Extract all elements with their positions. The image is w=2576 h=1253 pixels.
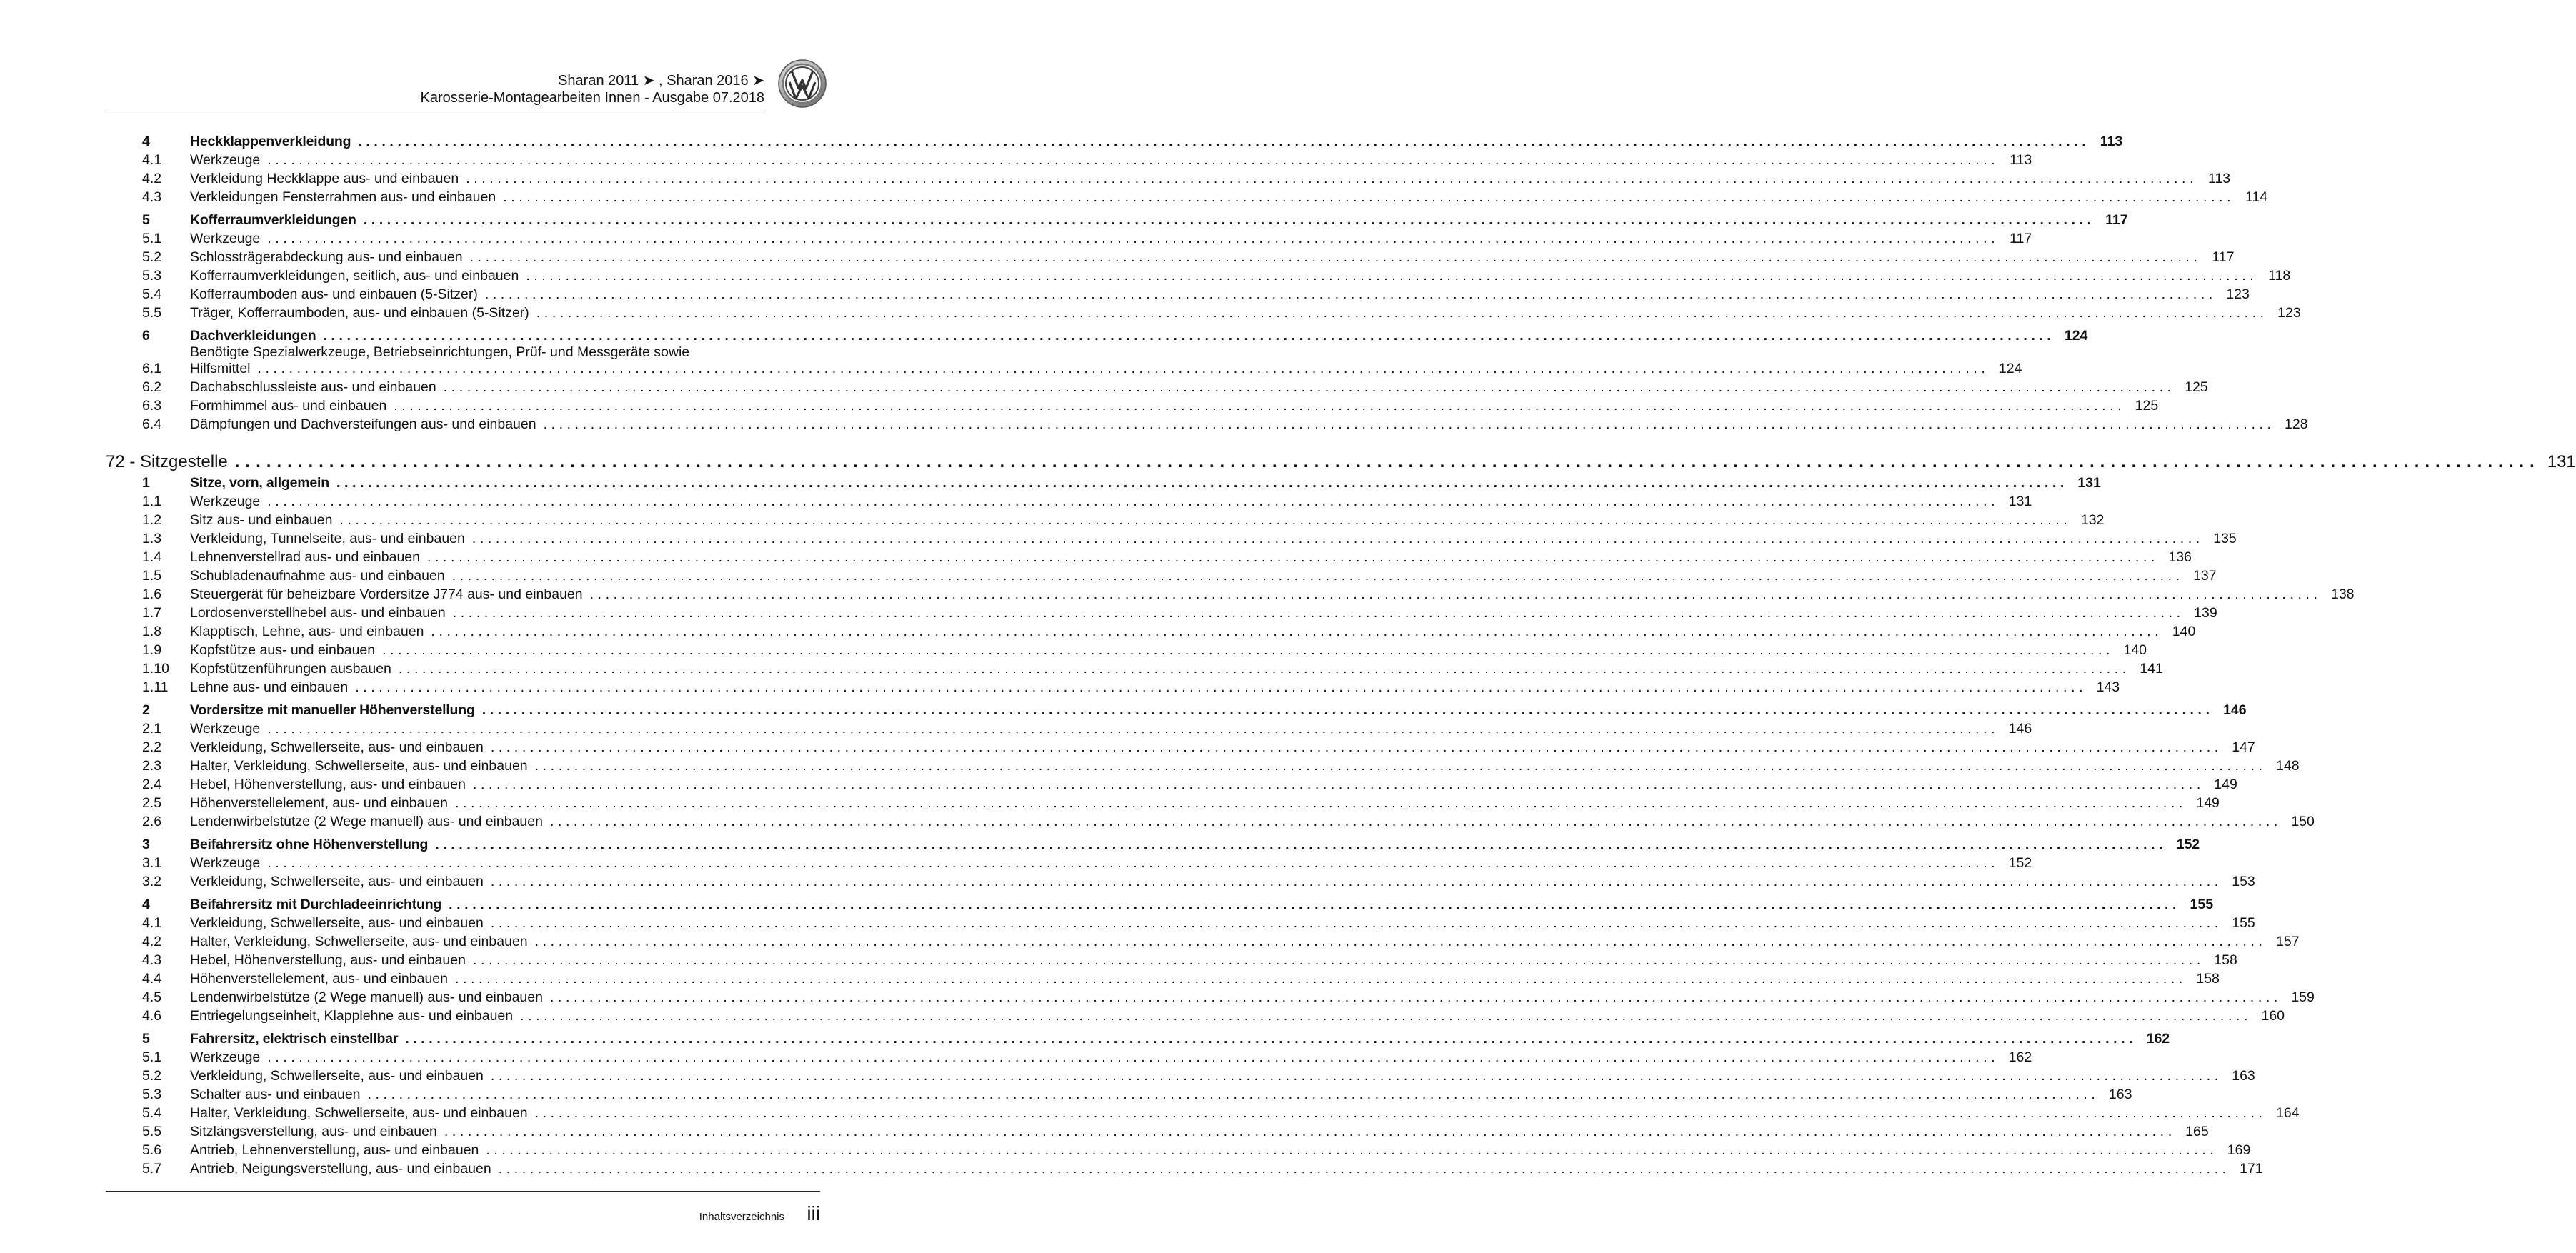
dot-leader: ............................................................................................................................................................................................................................: [466, 171, 2198, 186]
dot-leader: ............................................................................................................................................................................................................................: [455, 971, 2187, 987]
toc-entry-title: Schalter aus- und einbauen: [190, 1087, 368, 1103]
vw-logo-icon: [777, 59, 827, 109]
toc-entry-row[interactable]: [106, 584, 2355, 603]
toc-entry-number: 6.1: [142, 361, 162, 376]
toc-entry-title: Sitze, vorn, allgemein: [190, 475, 336, 491]
toc-entry-number: 5.4: [142, 1105, 162, 1121]
toc-entry-row[interactable]: [106, 1006, 2285, 1024]
toc-section-row[interactable]: [106, 129, 2123, 150]
toc-entry-number: 1: [142, 475, 150, 491]
dot-leader: ............................................................................................................................................................................................................................: [267, 855, 2000, 871]
toc-section-row[interactable]: [106, 892, 2214, 913]
toc-entry-number: 5.6: [142, 1142, 162, 1158]
dot-leader: ............................................................................................................................................................................................................................: [398, 661, 2130, 677]
toc-page-number: 153: [2232, 874, 2255, 889]
toc-page-number: 155: [2232, 915, 2255, 931]
toc-page-number: 118: [2268, 268, 2291, 284]
toc-page-number: 146: [2008, 721, 2032, 737]
toc-entry-row[interactable]: [106, 150, 2032, 169]
toc-entry-number: 5.1: [142, 231, 162, 246]
toc-page-number: 158: [2196, 971, 2220, 987]
dot-leader: ............................................................................................................................................................................................................................: [490, 739, 2222, 755]
toc-page-number: 124: [1998, 361, 2022, 376]
toc-entry-title: Klapptisch, Lehne, aus- und einbauen: [190, 624, 431, 640]
toc-entry-row[interactable]: [106, 169, 2231, 187]
chapter-title: 72 - Sitzgestelle: [106, 454, 235, 470]
toc-entry-number: 4.3: [142, 952, 162, 968]
dot-leader: ............................................................................................................................................................................................................................: [405, 1031, 2137, 1047]
toc-page-number: 157: [2276, 934, 2300, 949]
toc-entry-number: 5.3: [142, 268, 162, 284]
page-footer: [106, 1191, 820, 1234]
toc-entry-title: Lehnenverstellrad aus- und einbauen: [190, 549, 427, 566]
toc-entry-number: 1.10: [142, 661, 169, 677]
dot-leader: ............................................................................................................................................................................................................................: [444, 1124, 2176, 1139]
toc-entry-row[interactable]: [106, 719, 2032, 737]
dot-leader: ............................................................................................................................................................................................................................: [267, 721, 2000, 737]
dot-leader: ............................................................................................................................................................................................................................: [267, 152, 2000, 168]
toc-page-number: 149: [2214, 777, 2237, 792]
header-vehicle-line: Sharan 2011 ➤ , Sharan 2016 ➤: [558, 73, 764, 89]
toc-page-number: 140: [2123, 642, 2147, 658]
toc-entry-number: 5.1: [142, 1049, 162, 1065]
dot-leader: ............................................................................................................................................................................................................................: [358, 134, 2090, 149]
toc-entry-number: 1.6: [142, 586, 162, 602]
toc-entry-number: 4.1: [142, 152, 162, 168]
toc-page-number: 164: [2276, 1105, 2300, 1121]
dot-leader: ............................................................................................................................................................................................................................: [520, 1008, 2252, 1024]
dot-leader: ............................................................................................................................................................................................................................: [267, 494, 2000, 509]
toc-entry-row[interactable]: [106, 1122, 2209, 1140]
dot-leader: ............................................................................................................................................................................................................................: [234, 452, 2540, 471]
toc-page-number: 143: [2096, 679, 2120, 695]
toc-entry-row[interactable]: [106, 737, 2255, 756]
toc-entry-title: Schlossträgerabdeckung aus- und einbauen: [190, 249, 470, 266]
toc-page-number: 146: [2223, 702, 2247, 718]
toc-entry-title: Verkleidung, Schwellerseite, aus- und einbauen: [190, 739, 491, 756]
toc-entry-title: Werkzeuge: [190, 231, 267, 247]
toc-entry-number: 4: [142, 897, 150, 912]
toc-entry-row[interactable]: [106, 396, 2159, 414]
toc-entry-number: 2.6: [142, 814, 162, 829]
toc-entry-title: Kopfstützenführungen ausbauen: [190, 661, 399, 677]
dot-leader: ............................................................................................................................................................................................................................: [363, 212, 2095, 228]
toc-section-row[interactable]: [106, 470, 2101, 491]
toc-page-number: 158: [2214, 952, 2237, 968]
toc-page-number: 113: [2208, 171, 2231, 186]
toc-entry-title: Hebel, Höhenverstellung, aus- und einbauen: [190, 777, 473, 793]
toc-entry-row[interactable]: [106, 932, 2300, 950]
toc-entry-row[interactable]: [106, 1140, 2251, 1159]
toc-entry-row[interactable]: [106, 774, 2237, 793]
footer-rule: [106, 1191, 820, 1192]
toc-entry-number: 5.7: [142, 1161, 162, 1177]
toc-page-number: 171: [2240, 1161, 2263, 1177]
toc-entry-row[interactable]: [106, 284, 2250, 303]
toc-entry-row[interactable]: [106, 913, 2255, 932]
toc-page-number: 139: [2194, 605, 2217, 621]
dot-leader: ............................................................................................................................................................................................................................: [455, 795, 2187, 811]
toc-entry-number: 6.2: [142, 379, 162, 395]
toc-entry-row[interactable]: [106, 793, 2220, 812]
dot-leader: ............................................................................................................................................................................................................................: [469, 249, 2202, 265]
dot-leader: ............................................................................................................................................................................................................................: [367, 1087, 2100, 1102]
toc-entry-number: 5.4: [142, 286, 162, 302]
toc-page-number: 155: [2190, 897, 2214, 912]
toc-page-number: 160: [2261, 1008, 2285, 1024]
dot-leader: ............................................................................................................................................................................................................................: [382, 642, 2115, 658]
toc-entry-title: Werkzeuge: [190, 1049, 267, 1066]
toc-entry-number: 4.5: [142, 989, 162, 1005]
toc-entry-row[interactable]: [106, 756, 2300, 774]
toc-page-number: 140: [2172, 624, 2196, 639]
toc-entry-title: Werkzeuge: [190, 494, 267, 510]
toc-entry-row[interactable]: [106, 303, 2301, 321]
toc-entry-row[interactable]: [106, 266, 2291, 284]
toc-entry-number: 2: [142, 702, 150, 718]
toc-page-number: 141: [2140, 661, 2163, 677]
toc-section-row[interactable]: [106, 697, 2247, 719]
toc-page-number: 123: [2226, 286, 2250, 302]
toc-page-number: 159: [2291, 989, 2315, 1005]
toc-entry-title: Beifahrersitz ohne Höhenverstellung: [190, 837, 435, 853]
toc-entry-number: 2.3: [142, 758, 162, 774]
toc-entry-number: 1.8: [142, 624, 162, 639]
dot-leader: ............................................................................................................................................................................................................................: [472, 777, 2205, 792]
toc-entry-number: 1.1: [142, 494, 162, 509]
toc-entry-title: Vordersitze mit manueller Höhenverstellung: [190, 702, 482, 719]
toc-page-number: 113: [2100, 134, 2123, 149]
toc-entry-row[interactable]: [106, 1047, 2032, 1066]
toc-entry-number: 4.3: [142, 189, 162, 205]
toc-page-number: 163: [2108, 1087, 2132, 1102]
toc-entry-title: Hebel, Höhenverstellung, aus- und einbauen: [190, 952, 473, 969]
toc-entry-number: 2.1: [142, 721, 162, 737]
toc-entry-number: 4.4: [142, 971, 162, 987]
toc-entry-number: 2.5: [142, 795, 162, 811]
toc-entry-row[interactable]: [106, 547, 2192, 566]
toc-entry-number: 4: [142, 134, 150, 149]
toc-entry-title: Formhimmel aus- und einbauen: [190, 398, 394, 414]
toc-entry-title: Fahrersitz, elektrisch einstellbar: [190, 1031, 405, 1047]
toc-entry-row[interactable]: [106, 529, 2237, 547]
toc-entry-number: 6.4: [142, 416, 162, 432]
dot-leader: ............................................................................................................................................................................................................................: [267, 231, 2000, 246]
toc-entry-title: Träger, Kofferraumboden, aus- und einbauen (5-Sitzer): [190, 305, 536, 321]
dot-leader: ............................................................................................................................................................................................................................: [257, 361, 1990, 376]
dot-leader: ............................................................................................................................................................................................................................: [484, 286, 2217, 302]
toc-entry-number: 5: [142, 212, 150, 228]
toc-entry-number: 2.4: [142, 777, 162, 792]
toc-page-number: 162: [2146, 1031, 2170, 1047]
toc-entry-title: Verkleidungen Fensterrahmen aus- und einbauen: [190, 189, 503, 206]
dot-leader: ............................................................................................................................................................................................................................: [355, 679, 2087, 695]
toc-entry-number: 4.2: [142, 934, 162, 949]
dot-leader: ............................................................................................................................................................................................................................: [503, 189, 2235, 205]
page-header: [106, 69, 820, 109]
toc-entry-title: Lehne aus- und einbauen: [190, 679, 355, 696]
footer-label: Inhaltsverzeichnis: [699, 1211, 784, 1223]
toc-entry-title: Kofferraumboden aus- und einbauen (5-Sitzer): [190, 286, 485, 303]
toc-entry-title: Halter, Verkleidung, Schwellerseite, aus- und einbauen: [190, 758, 535, 774]
dot-leader: ............................................................................................................................................................................................................................: [471, 531, 2204, 546]
toc-entry-row[interactable]: [106, 659, 2163, 677]
toc-entry-number: 5: [142, 1031, 150, 1047]
toc-entry-number: 4.6: [142, 1008, 162, 1024]
toc-entry-row[interactable]: [106, 603, 2217, 621]
dot-leader: ............................................................................................................................................................................................................................: [498, 1161, 2230, 1177]
toc-page-number: 117: [2105, 212, 2128, 228]
toc-entry-number: 3: [142, 837, 150, 852]
toc-entry-number: 3.1: [142, 855, 162, 871]
dot-leader: ............................................................................................................................................................................................................................: [534, 758, 2267, 774]
toc-page-number: 131: [2008, 494, 2032, 509]
toc-page-number: 131: [2547, 452, 2576, 471]
toc-entry-row[interactable]: [106, 247, 2235, 266]
toc-entry-title: Halter, Verkleidung, Schwellerseite, aus- und einbauen: [190, 934, 535, 950]
toc-page-number: 149: [2196, 795, 2220, 811]
dot-leader: ............................................................................................................................................................................................................................: [481, 702, 2214, 718]
toc-entry-title: Antrieb, Neigungsverstellung, aus- und einbauen: [190, 1161, 499, 1177]
toc-entry-title: Dachabschlussleiste aus- und einbauen: [190, 379, 444, 396]
toc-entry-number: 5.5: [142, 1124, 162, 1139]
dot-leader: ............................................................................................................................................................................................................................: [449, 897, 2181, 912]
toc-page-number: 131: [2077, 475, 2101, 491]
toc-entry-title: Antrieb, Lehnenverstellung, aus- und einbauen: [190, 1142, 486, 1159]
toc-entry-row[interactable]: [106, 1066, 2255, 1084]
dot-leader: ............................................................................................................................................................................................................................: [534, 934, 2267, 949]
toc-page-number: 114: [2245, 189, 2268, 205]
dot-leader: ............................................................................................................................................................................................................................: [549, 989, 2282, 1005]
toc-page-number: 138: [2330, 586, 2355, 602]
toc-entry-row[interactable]: [106, 987, 2315, 1006]
dot-leader: ............................................................................................................................................................................................................................: [443, 379, 2175, 395]
toc-entry-number: 5.3: [142, 1087, 162, 1102]
toc-entry-title: Werkzeuge: [190, 855, 267, 872]
toc-entry-number: 3.2: [142, 874, 162, 889]
toc-page-number: 135: [2213, 531, 2237, 546]
footer-page-number: iii: [807, 1202, 820, 1224]
dot-leader: ............................................................................................................................................................................................................................: [339, 512, 2072, 528]
toc-page-number: 123: [2277, 305, 2301, 321]
toc-entry-row[interactable]: [106, 491, 2032, 510]
toc-entry-row[interactable]: [106, 950, 2237, 969]
toc-entry-number: 1.2: [142, 512, 162, 528]
toc-entry-title: Halter, Verkleidung, Schwellerseite, aus- und einbauen: [190, 1105, 535, 1122]
toc-section-row[interactable]: [106, 1026, 2170, 1047]
dot-leader: ............................................................................................................................................................................................................................: [490, 874, 2222, 889]
toc-entry-row[interactable]: [106, 229, 2032, 247]
toc-entry-title: Höhenverstellelement, aus- und einbauen: [190, 971, 455, 987]
dot-leader: ............................................................................................................................................................................................................................: [427, 549, 2159, 565]
toc-page-number: 137: [2193, 568, 2217, 584]
toc-entry-title: Dachverkleidungen: [190, 328, 324, 344]
toc-entry-number: 1.7: [142, 605, 162, 621]
toc-entry-number: 1.3: [142, 531, 162, 546]
toc-entry-row[interactable]: [106, 187, 2268, 206]
dot-leader: ............................................................................................................................................................................................................................: [394, 398, 2126, 414]
toc-page-number: 113: [2010, 152, 2032, 168]
toc-entry-title: Lordosenverstellhebel aus- und einbauen: [190, 605, 453, 621]
toc-entry-number: 1.5: [142, 568, 162, 584]
toc-section-row[interactable]: [106, 832, 2200, 853]
toc-page-number: 147: [2232, 739, 2255, 755]
toc-page-number: 125: [2135, 398, 2159, 414]
toc-entry-title: Benötigte Spezialwerkzeuge, Betriebseinrichtungen, Prüf- und Messgeräte sowie: [190, 344, 690, 360]
toc-page-number: 117: [2212, 249, 2235, 265]
toc-entry-title-continued: Hilfsmittel: [190, 361, 258, 377]
toc-page-number: 150: [2291, 814, 2315, 829]
dot-leader: ............................................................................................................................................................................................................................: [486, 1142, 2218, 1158]
toc-entry-number: 1.11: [142, 679, 169, 695]
toc-entry-title: Heckklappenverkleidung: [190, 134, 358, 150]
toc-entry-row[interactable]: [106, 1159, 2263, 1177]
dot-leader: ............................................................................................................................................................................................................................: [526, 268, 2258, 284]
toc-page-number: 132: [2080, 512, 2105, 528]
toc-page-number: 152: [2176, 837, 2200, 852]
dot-leader: ............................................................................................................................................................................................................................: [451, 568, 2184, 584]
toc-entry-number: 4.2: [142, 171, 162, 186]
toc-entry-title: Verkleidung, Schwellerseite, aus- und einbauen: [190, 874, 491, 890]
toc-section-row[interactable]: [106, 323, 2088, 344]
table-of-contents: [106, 129, 2576, 1177]
toc-chapter-row[interactable]: [106, 437, 2576, 471]
toc-entry-title: Dämpfungen und Dachversteifungen aus- und einbauen: [190, 416, 544, 433]
toc-entry-row[interactable]: [106, 853, 2032, 872]
toc-entry-number: 5.2: [142, 249, 162, 265]
toc-entry-row[interactable]: [106, 812, 2315, 830]
toc-page-number: 169: [2227, 1142, 2251, 1158]
toc-entry-title: Sitz aus- und einbauen: [190, 512, 339, 529]
toc-entry-number: 5.5: [142, 305, 162, 321]
toc-entry-title: Kopfstütze aus- und einbauen: [190, 642, 382, 659]
toc-entry-title: Verkleidung, Schwellerseite, aus- und einbauen: [190, 915, 491, 932]
dot-leader: ............................................................................................................................................................................................................................: [452, 605, 2185, 621]
toc-entry-number: 6.3: [142, 398, 162, 414]
toc-page-number: 117: [2010, 231, 2032, 246]
toc-page-number: 163: [2232, 1068, 2255, 1084]
toc-entry-title: Verkleidung, Tunnelseite, aus- und einbauen: [190, 531, 472, 547]
toc-page-number: 124: [2064, 328, 2088, 344]
toc-page-number: 128: [2284, 416, 2308, 432]
dot-leader: ............................................................................................................................................................................................................................: [534, 1105, 2267, 1121]
toc-entry-row[interactable]: [106, 872, 2255, 890]
toc-entry-title: Lendenwirbelstütze (2 Wege manuell) aus- und einbauen: [190, 989, 550, 1006]
dot-leader: ............................................................................................................................................................................................................................: [490, 915, 2222, 931]
toc-entry-row[interactable]: [106, 414, 2308, 433]
toc-entry-number: 5.2: [142, 1068, 162, 1084]
toc-entry-row[interactable]: [106, 377, 2208, 396]
toc-page-number: 136: [2168, 549, 2192, 565]
dot-leader: ............................................................................................................................................................................................................................: [589, 586, 2322, 602]
dot-leader: ............................................................................................................................................................................................................................: [431, 624, 2163, 639]
toc-entry-title: Kofferraumverkleidungen: [190, 212, 364, 229]
dot-leader: ............................................................................................................................................................................................................................: [435, 837, 2167, 852]
toc-entry-number: 1.9: [142, 642, 162, 658]
toc-entry-row[interactable]: [106, 677, 2120, 696]
toc-page-number: 125: [2185, 379, 2208, 395]
toc-section-row[interactable]: [106, 207, 2128, 229]
toc-entry-row[interactable]: [106, 621, 2196, 640]
dot-leader: ............................................................................................................................................................................................................................: [490, 1068, 2222, 1084]
toc-entry-title: Kofferraumverkleidungen, seitlich, aus- und einbauen: [190, 268, 526, 284]
toc-entry-row[interactable]: [106, 510, 2105, 529]
toc-entry-title: Entriegelungseinheit, Klapplehne aus- und einbauen: [190, 1008, 520, 1024]
toc-entry-row[interactable]: [106, 1103, 2300, 1122]
toc-entry-title: Steuergerät für beheizbare Vordersitze J774 aus- und einbauen: [190, 586, 590, 603]
toc-entry-title: Werkzeuge: [190, 721, 267, 737]
toc-entry-row[interactable]: [106, 640, 2147, 659]
dot-leader: ............................................................................................................................................................................................................................: [543, 416, 2275, 432]
toc-page-number: 148: [2276, 758, 2300, 774]
dot-leader: ............................................................................................................................................................................................................................: [323, 328, 2055, 344]
toc-entry-title: Werkzeuge: [190, 152, 267, 169]
toc-entry-title: Beifahrersitz mit Durchladeeinrichtung: [190, 897, 449, 913]
toc-entry-title: Lendenwirbelstütze (2 Wege manuell) aus- und einbauen: [190, 814, 550, 830]
dot-leader: ............................................................................................................................................................................................................................: [267, 1049, 2000, 1065]
toc-entry-title: Schubladenaufnahme aus- und einbauen: [190, 568, 452, 584]
dot-leader: ............................................................................................................................................................................................................................: [472, 952, 2205, 968]
toc-entry-row[interactable]: [106, 566, 2217, 584]
toc-entry-title: Verkleidung, Schwellerseite, aus- und einbauen: [190, 1068, 491, 1084]
toc-entry-title: Verkleidung Heckklappe aus- und einbauen: [190, 171, 466, 187]
toc-page-number: 162: [2008, 1049, 2032, 1065]
header-manual-title: Karosserie-Montagearbeiten Innen - Ausgabe 07.2018: [420, 90, 764, 106]
dot-leader: ............................................................................................................................................................................................................................: [536, 305, 2268, 321]
toc-entry-row[interactable]: [106, 969, 2220, 987]
dot-leader: ............................................................................................................................................................................................................................: [336, 475, 2068, 491]
toc-entry-title: Sitzlängsverstellung, aus- und einbauen: [190, 1124, 444, 1140]
toc-entry-row[interactable]: [106, 344, 2022, 377]
toc-entry-number: 1.4: [142, 549, 162, 565]
toc-page-number: 152: [2008, 855, 2032, 871]
toc-entry-number: 6: [142, 328, 150, 344]
toc-entry-title: Höhenverstellelement, aus- und einbauen: [190, 795, 455, 812]
toc-entry-number: 2.2: [142, 739, 162, 755]
toc-page-number: 165: [2185, 1124, 2209, 1139]
toc-entry-row[interactable]: [106, 1084, 2132, 1103]
dot-leader: ............................................................................................................................................................................................................................: [549, 814, 2282, 829]
toc-entry-number: 4.1: [142, 915, 162, 931]
